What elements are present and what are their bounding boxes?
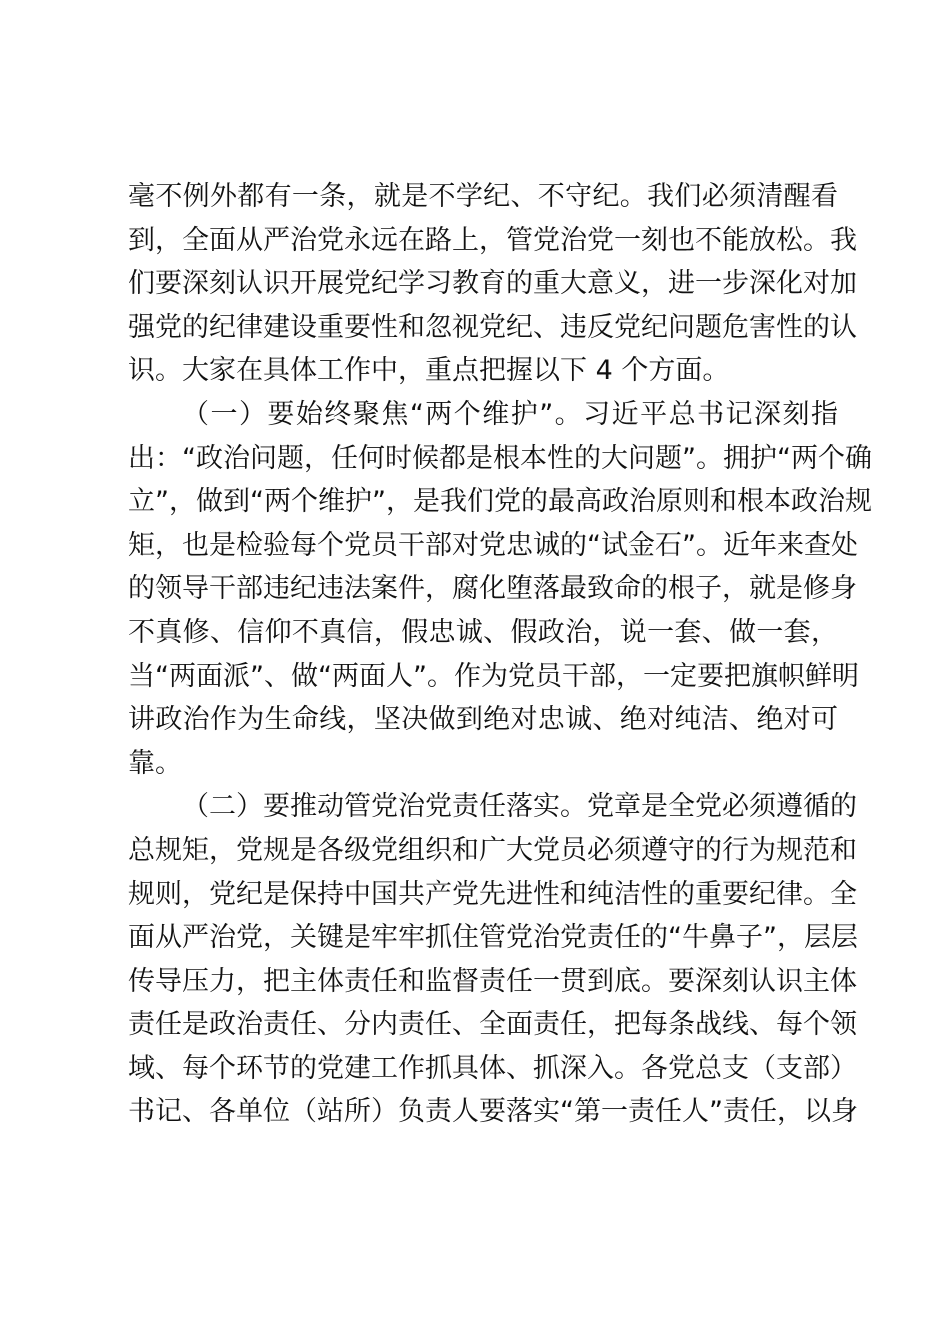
text-line: 传导压力，把主体责任和监督责任一贯到底。要深刻认识主体	[128, 965, 857, 997]
text-line: 毫不例外都有一条，就是不学纪、不守纪。我们必须清醒看	[128, 181, 838, 212]
text-line: 矩，也是检验每个党员干部对党忠诚的“试金石”。近年来查处	[128, 529, 858, 561]
text-line: 书记、各单位（站所）负责人要落实“第一责任人”责任，以身	[128, 1096, 858, 1128]
text-line: 当“两面派”、做“两面人”。作为党员干部，一定要把旗帜鲜明	[128, 660, 859, 692]
text-line: 责任是政治责任、分内责任、全面责任，把每条战线、每个领	[128, 1009, 857, 1041]
text-line: 们要深刻认识开展党纪学习教育的重大意义，进一步深化对加	[128, 268, 857, 300]
text-line: 讲政治作为生命线，坚决做到绝对忠诚、绝对纯洁、绝对可	[128, 704, 838, 736]
text-line: 立”，做到“两个维护”，是我们党的最高政治原则和根本政治规	[128, 486, 872, 518]
text-line: 面从严治党，关键是牢牢抓住管党治党责任的“牛鼻子”，层层	[128, 922, 858, 954]
text-line: 出：“政治问题，任何时候都是根本性的大问题”。拥护“两个确	[128, 442, 872, 474]
text-line: 规则，党纪是保持中国共产党先进性和纯洁性的重要纪律。全	[128, 878, 857, 910]
text-line: 强党的纪律建设重要性和忽视党纪、违反党纪问题危害性的认	[128, 311, 857, 343]
paragraph-one	[128, 393, 872, 785]
document-body	[128, 175, 872, 1134]
text-line: （二）要推动管党治党责任落实。党章是全党必须遵循的	[182, 791, 857, 823]
text-line: 不真修、信仰不真信，假忠诚、假政治，说一套、做一套，	[128, 616, 838, 648]
paragraph	[128, 175, 857, 393]
text-line: 靠。	[128, 747, 182, 779]
text-line: 的领导干部违纪违法案件，腐化堕落最致命的根子，就是修身	[128, 573, 857, 605]
text-line: 识。大家在具体工作中，重点把握以下 4 个方面。	[128, 355, 730, 387]
text-line: 到，全面从严治党永远在路上，管党治党一刻也不能放松。我	[128, 224, 857, 256]
text-line: （一）要始终聚焦“两个维护”。习近平总书记深刻指	[182, 398, 838, 430]
paragraph-two	[128, 785, 858, 1134]
text-line: 总规矩，党规是各级党组织和广大党员必须遵守的行为规范和	[128, 834, 857, 866]
text-line: 域、每个环节的党建工作抓具体、抓深入。各党总支（支部）	[128, 1052, 857, 1084]
